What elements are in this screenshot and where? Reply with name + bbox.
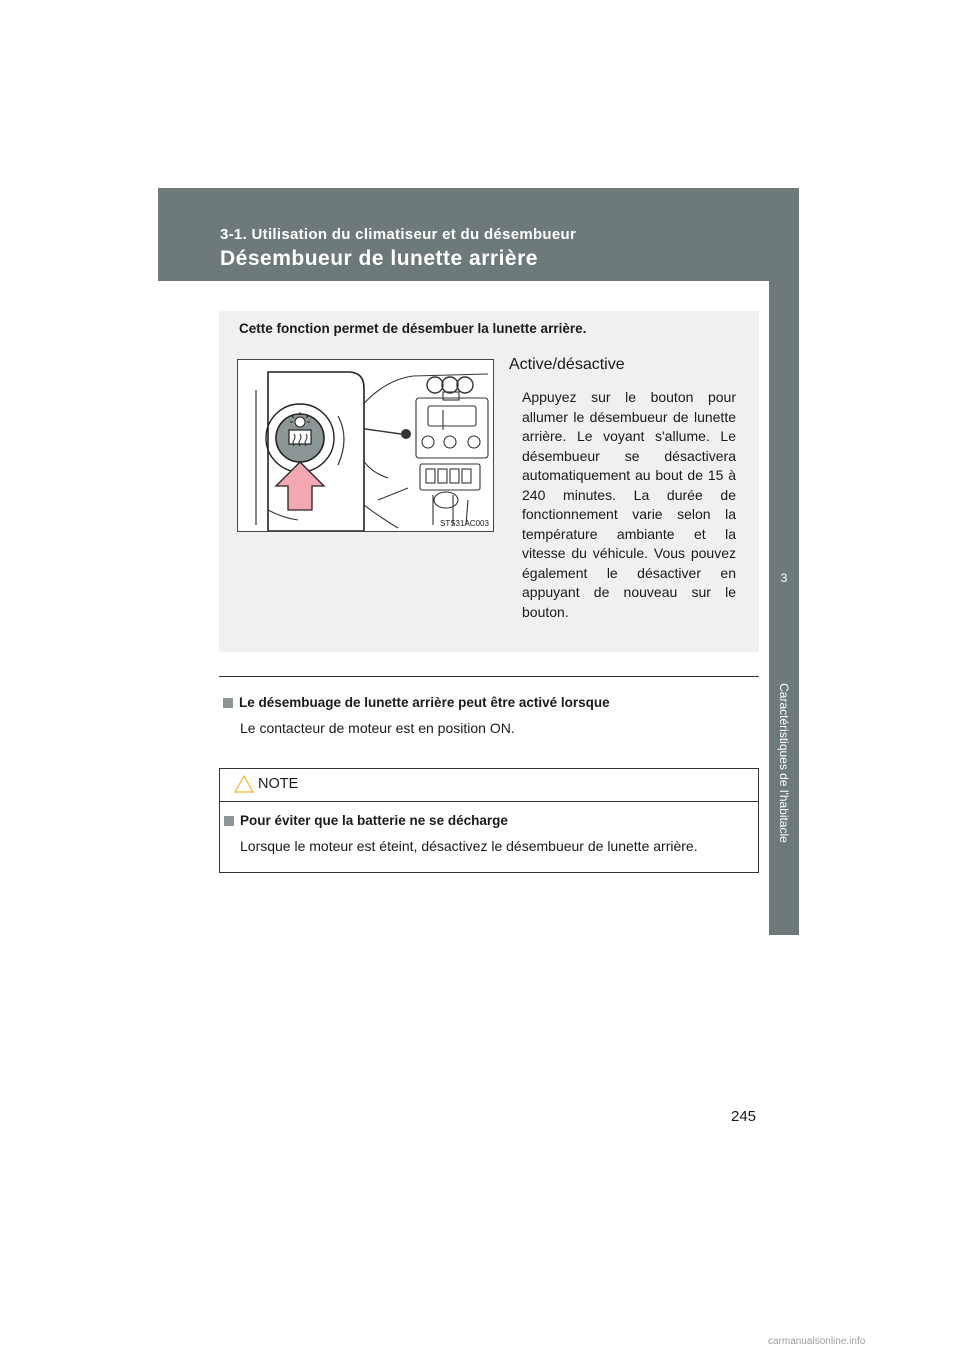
note-subheading [224,813,508,828]
section-header [158,188,799,281]
square-bullet-icon [223,698,233,708]
defogger-illustration [237,359,494,532]
info-box [219,311,759,652]
figure-code: STS31AC003 [440,519,489,528]
watermark: carmanualsonline.info [768,1336,866,1347]
warning-triangle-icon [234,775,254,793]
chapter-label: Caractéristiques de l'habitacle [777,683,791,843]
chapter-tab [769,281,799,935]
note-text: Lorsque le moteur est éteint, désactivez le désembueur de lunette arrière. [240,838,698,854]
section-label: 3-1. Utilisation du climatiseur et du désembueur [220,226,577,243]
condition-title: Le désembuage de lunette arrière peut être activé lorsque [239,695,610,710]
page-title: Désembueur de lunette arrière [220,247,538,270]
note-title: NOTE [258,776,299,792]
note-header [220,769,758,802]
condition-heading [223,695,610,710]
divider [219,676,759,677]
vent-icon [427,377,473,393]
condition-text: Le contacteur de moteur est en position ON. [240,720,515,736]
square-bullet-icon [224,816,234,826]
note-box [219,768,759,873]
note-subtitle: Pour éviter que la batterie ne se décharge [240,813,508,828]
chapter-number: 3 [780,571,788,585]
active-title: Active/désactive [509,356,625,373]
intro-text: Cette fonction permet de désembuer la lunette arrière. [239,321,587,336]
page-number: 245 [731,1108,757,1125]
active-description: Appuyez sur le bouton pour allumer le désembueur de lunette arrière. Le voyant s'allume. Le désembueur se désactivera automatiquement au bout de 15 à 240 minutes. La durée de fonctionnement varie selon la température ambiante et la vitesse du véhicule. Vous pouvez également le désactiver en appuyant de nouveau sur le bouton. [522,389,736,620]
